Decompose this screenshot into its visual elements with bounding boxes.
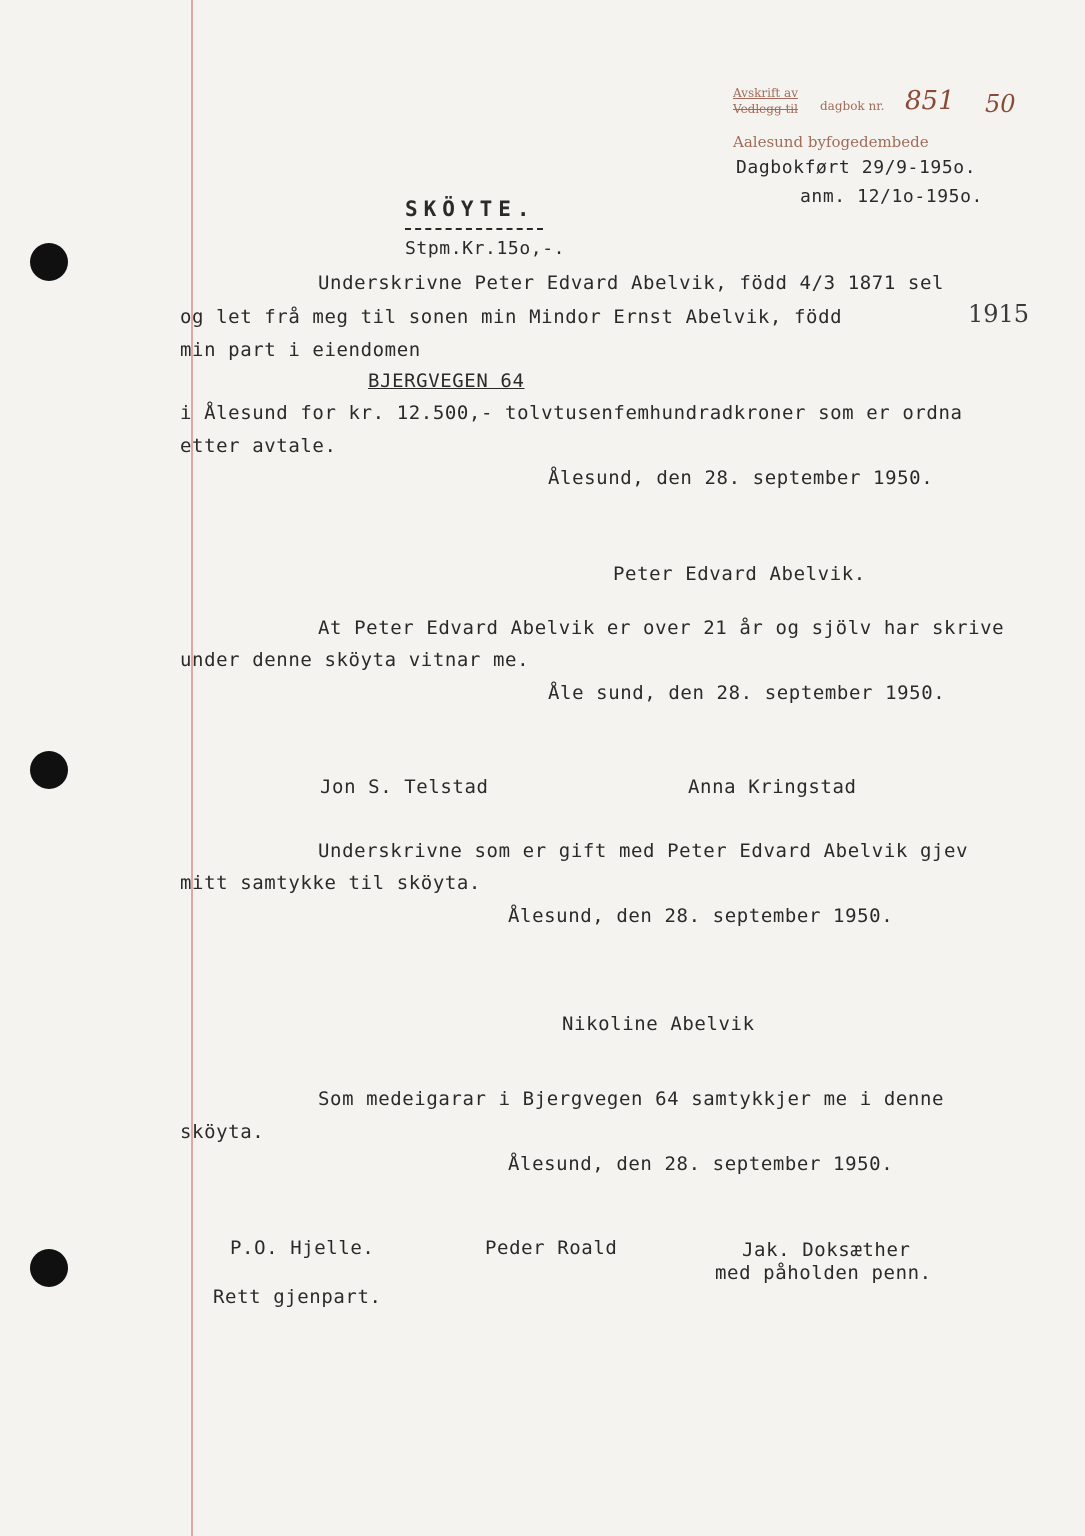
punch-hole-top [30, 243, 68, 281]
p1-line1: Underskrivne Peter Edvard Abelvik, född 4/3 1871 sel [318, 272, 945, 294]
stamp-office: Aalesund byfogedembede [733, 133, 929, 151]
punch-hole-bottom [30, 1249, 68, 1287]
witness-2: Anna Kringstad [688, 776, 857, 798]
birth-year-handwritten: 1915 [968, 300, 1030, 328]
date-3: Ålesund, den 28. september 1950. [508, 905, 894, 927]
signature-peter: Peter Edvard Abelvik. [613, 563, 866, 585]
date-2: Åle sund, den 28. september 1950. [548, 682, 946, 704]
date-1: Ålesund, den 28. september 1950. [548, 467, 934, 489]
dagbok-year: 50 [985, 90, 1016, 118]
dagbokfort-text: Dagbokført 29/9-195o. [736, 157, 977, 178]
stamp-dagbok-label: dagbok nr. [820, 99, 885, 113]
anm-text: anm. 12/1o-195o. [800, 186, 983, 207]
p1-line2: og let frå meg til sonen min Mindor Ernst Abelvik, född [180, 306, 843, 328]
stamp-fee: Stpm.Kr.15o,-. [405, 238, 566, 259]
signature-hjelle: P.O. Hjelle. [230, 1237, 375, 1259]
signature-doksaether: Jak. Doksæther [742, 1239, 911, 1261]
property-name: BJERGVEGEN 64 [368, 370, 525, 392]
witness-1: Jon S. Telstad [320, 776, 489, 798]
certification: Rett gjenpart. [213, 1286, 382, 1308]
date-4: Ålesund, den 28. september 1950. [508, 1153, 894, 1175]
title-underline [405, 228, 543, 230]
p2-line2: under denne sköyta vitnar me. [180, 649, 530, 671]
p3-line1: Underskrivne som er gift med Peter Edvard Abelvik gjev [318, 840, 969, 862]
p4-line2: sköyta. [180, 1121, 265, 1143]
margin-rule [191, 0, 193, 1536]
stamp-vedlegg: Vedlegg til [733, 102, 798, 116]
p4-line1: Som medeigarar i Bjergvegen 64 samtykkjer me i denne [318, 1088, 945, 1110]
p1-line4: i Ålesund for kr. 12.500,- tolvtusenfemhundradkroner som er ordna [180, 402, 963, 424]
dagbok-number: 851 [905, 86, 955, 116]
p1-line3: min part i eiendomen [180, 339, 421, 361]
punch-hole-middle [30, 751, 68, 789]
signature-doksaether-note: med påholden penn. [715, 1262, 932, 1284]
document-title: SKÖYTE. [405, 197, 536, 221]
p1-line5: etter avtale. [180, 435, 337, 457]
stamp-avskrift: Avskrift av [733, 86, 798, 100]
p3-line2: mitt samtykke til sköyta. [180, 872, 481, 894]
signature-roald: Peder Roald [485, 1237, 618, 1259]
signature-nikoline: Nikoline Abelvik [562, 1013, 755, 1035]
p2-line1: At Peter Edvard Abelvik er over 21 år og sjölv har skrive [318, 617, 1005, 639]
